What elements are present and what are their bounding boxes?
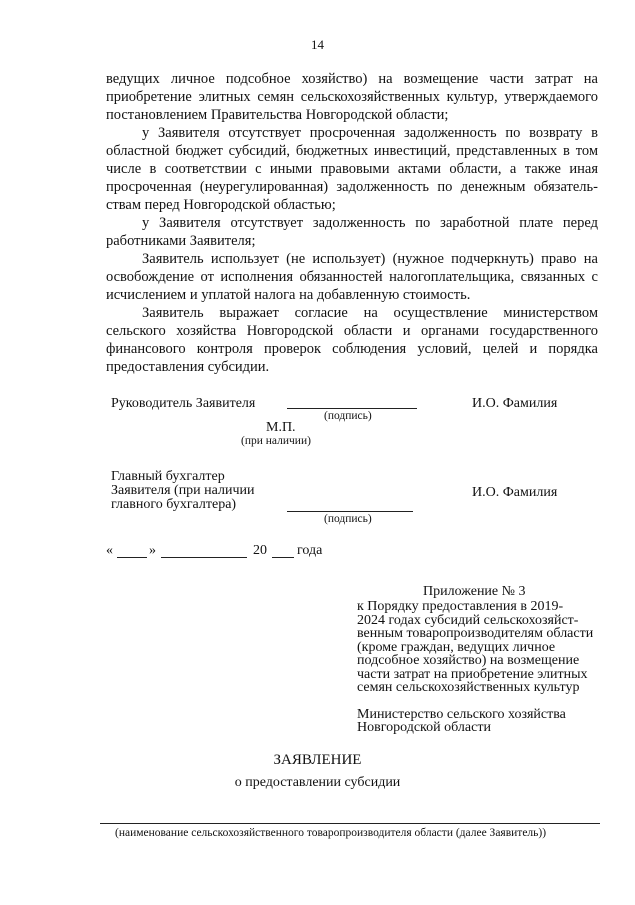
date-year-field[interactable] [272,557,294,558]
paragraph: ведущих личное подсобное хозяйство) на возмещение части затрат на приобретение элитных семян сельскохозяйственных культур, утверждаемого постановлением Правительства Новгородской области; [106,71,598,123]
stamp-label: М.П. [266,420,296,435]
head-signature-label: Руководитель Заявителя [111,396,256,411]
appendix-reference [357,600,602,735]
appendix-line: подсобное хозяйство) на возмещение [357,653,580,668]
recipient-line: Министерство сельского хозяйства [357,706,566,722]
page-number: 14 [311,37,324,52]
paragraph: Заявитель использует (не использует) (нужное подчеркнуть) право на освобождение от исполнения обязанностей налогоплательщика, связанных с исчислением и уплатой налога на добавленную стоимость. [106,251,598,303]
paragraph: у Заявителя отсутствует задолженность по заработной плате перед работниками Заявителя; [106,215,598,249]
accountant-label [111,470,255,512]
accountant-label-line: Главный бухгалтер [111,469,225,484]
appendix-line: 2024 годах субсидий сельскохозяйст- [357,612,579,628]
date-year-prefix: 20 [253,543,267,558]
body-text [106,70,598,376]
accountant-name: И.О. Фамилия [472,485,558,500]
accountant-signature-line[interactable] [287,511,413,512]
appendix-line: к Порядку предоставления в 2019- [357,599,564,614]
statement-title: ЗАЯВЛЕНИЕ [273,752,362,768]
paragraph: Заявитель выражает согласие на осуществление министерством сельского хозяйства Новгородской области и органами государственного финансового контроля проверок соблюдения условий, целей и порядка предоставления субсидии. [106,305,598,375]
applicant-name-caption: (наименование сельскохозяйственного товаропроизводителя области (далее Заявитель)) [115,827,547,839]
accountant-signature-caption: (подпись) [324,513,372,525]
appendix-line: венным товаропроизводителям области [357,626,594,641]
appendix-line: (кроме граждан, ведущих личное [357,639,556,655]
accountant-label-line: главного бухгалтера) [111,497,237,512]
recipient-line: Новгородской области [357,720,491,735]
stamp-note: (при наличии) [241,435,311,447]
date-open-quote: « [106,543,113,558]
head-signature-caption: (подпись) [324,410,372,422]
date-day-field[interactable] [117,557,147,558]
date-close-quote: » [149,543,156,558]
head-name: И.О. Фамилия [472,396,558,411]
appendix-title: Приложение № 3 [423,584,526,599]
spacer [357,695,602,708]
paragraph: у Заявителя отсутствует просроченная задолженность по возврату в областной бюджет субсидий, бюджетных инвестиций, представленных в том числе в соответствии с иными правовыми актами области, а также иная просроченная (неурегулированная) задолженность по денежным обязательствам перед Новгородской областью; [106,125,598,213]
date-month-field[interactable] [161,557,247,558]
appendix-line: части затрат на приобретение элитных [357,666,588,682]
accountant-label-line: Заявителя (при наличии [111,483,255,498]
appendix-line: семян сельскохозяйственных культур [357,680,580,695]
head-signature-line[interactable] [287,408,417,409]
statement-subtitle: о предоставлении субсидии [234,775,401,790]
date-year-suffix: года [297,543,323,558]
applicant-name-field[interactable] [100,823,600,824]
